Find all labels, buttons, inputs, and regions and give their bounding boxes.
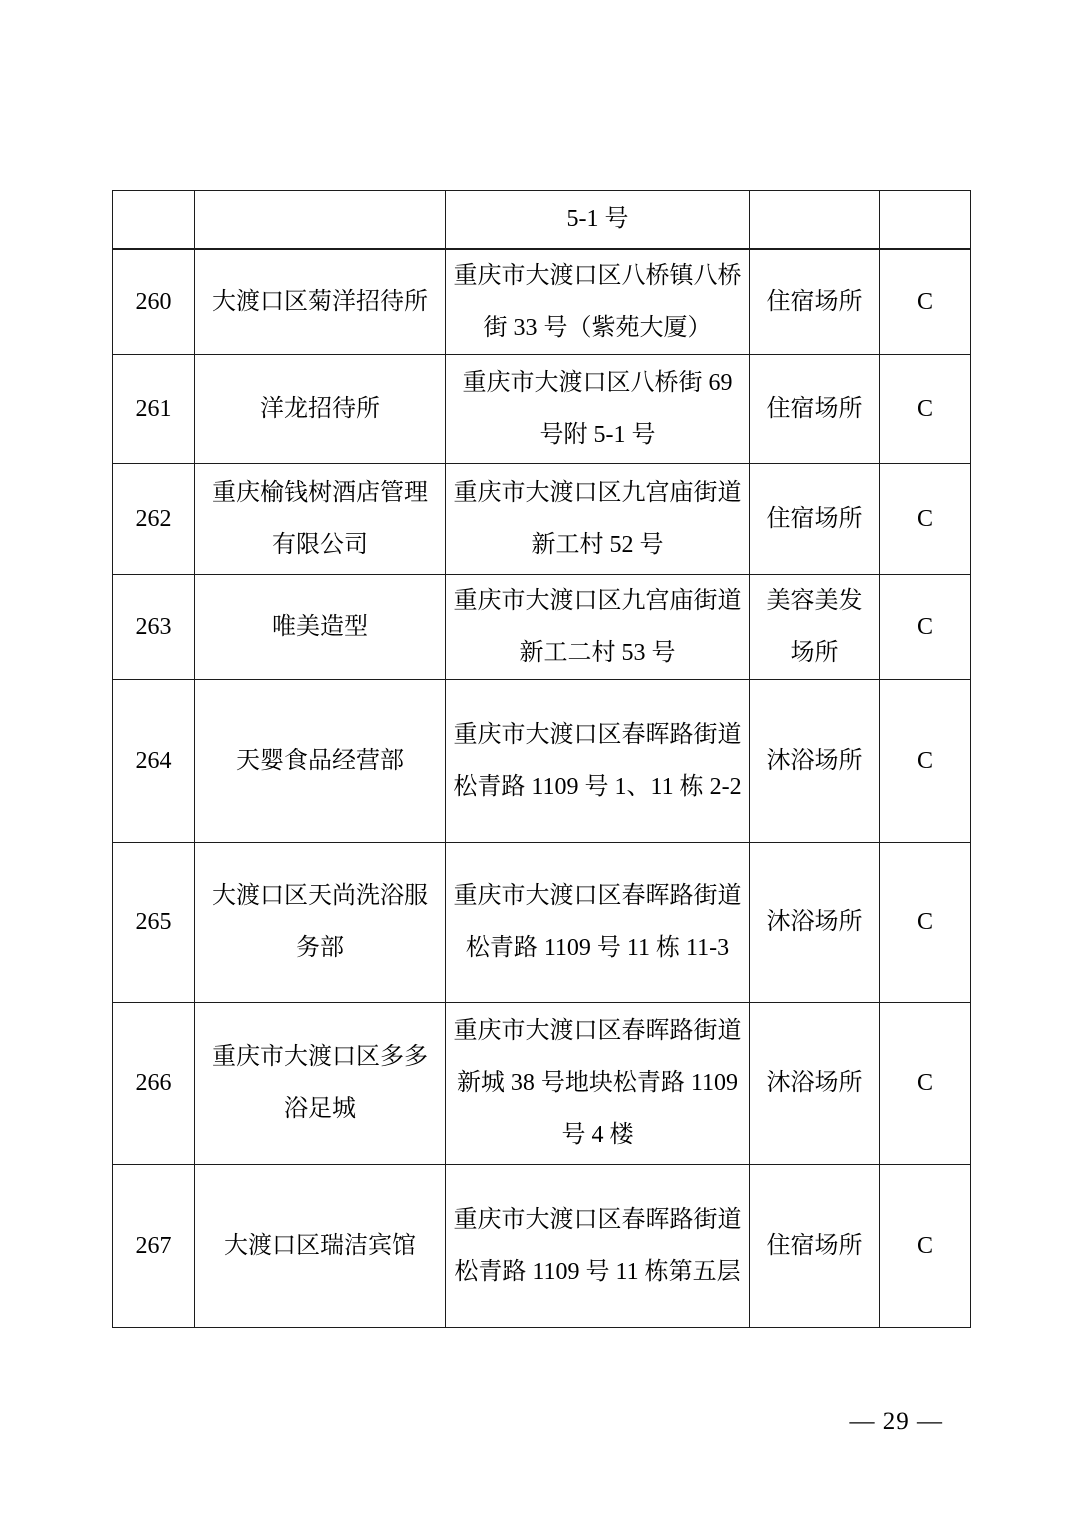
cell-place-type: 沐浴场所 bbox=[750, 842, 880, 1002]
page-number: — 29 — bbox=[849, 1408, 943, 1435]
cell-place-type: 住宿场所 bbox=[750, 249, 880, 355]
cell-grade: C bbox=[880, 574, 971, 679]
cell-address: 重庆市大渡口区八桥镇八桥街 33 号（紫苑大厦） bbox=[446, 249, 750, 355]
cell-grade: C bbox=[880, 463, 971, 574]
cell-number: 265 bbox=[113, 842, 195, 1002]
cell-grade: C bbox=[880, 354, 971, 463]
cell-address: 重庆市大渡口区春晖路街道松青路 1109 号 11 栋第五层 bbox=[446, 1164, 750, 1327]
table-row bbox=[113, 463, 971, 574]
cell-number: 263 bbox=[113, 574, 195, 679]
cell-number: 264 bbox=[113, 679, 195, 842]
cell-grade: C bbox=[880, 1002, 971, 1164]
cell-number bbox=[113, 191, 195, 249]
cell-name: 洋龙招待所 bbox=[195, 354, 446, 463]
cell-address: 重庆市大渡口区春晖路街道松青路 1109 号 11 栋 11-3 bbox=[446, 842, 750, 1002]
cell-name: 天婴食品经营部 bbox=[195, 679, 446, 842]
cell-grade: C bbox=[880, 679, 971, 842]
table-row bbox=[113, 679, 971, 842]
cell-name: 大渡口区天尚洗浴服务部 bbox=[195, 842, 446, 1002]
cell-address: 重庆市大渡口区春晖路街道松青路 1109 号 1、11 栋 2-2 bbox=[446, 679, 750, 842]
table-row bbox=[113, 1164, 971, 1327]
cell-address: 重庆市大渡口区春晖路街道新城 38 号地块松青路 1109 号 4 楼 bbox=[446, 1002, 750, 1164]
cell-name bbox=[195, 191, 446, 249]
cell-name: 大渡口区菊洋招待所 bbox=[195, 249, 446, 355]
table-row bbox=[113, 191, 971, 249]
cell-address: 重庆市大渡口区九宫庙街道新工村 52 号 bbox=[446, 463, 750, 574]
cell-place-type: 沐浴场所 bbox=[750, 1002, 880, 1164]
cell-grade: C bbox=[880, 842, 971, 1002]
cell-name: 重庆市大渡口区多多浴足城 bbox=[195, 1002, 446, 1164]
cell-place-type bbox=[750, 191, 880, 249]
cell-address: 5-1 号 bbox=[446, 191, 750, 249]
cell-number: 267 bbox=[113, 1164, 195, 1327]
cell-name: 唯美造型 bbox=[195, 574, 446, 679]
table-row bbox=[113, 574, 971, 679]
cell-number: 266 bbox=[113, 1002, 195, 1164]
table-row bbox=[113, 249, 971, 355]
cell-number: 260 bbox=[113, 249, 195, 355]
cell-number: 261 bbox=[113, 354, 195, 463]
cell-place-type: 住宿场所 bbox=[750, 1164, 880, 1327]
cell-name: 大渡口区瑞洁宾馆 bbox=[195, 1164, 446, 1327]
table-row bbox=[113, 842, 971, 1002]
cell-name: 重庆榆钱树酒店管理有限公司 bbox=[195, 463, 446, 574]
table-row bbox=[113, 354, 971, 463]
cell-place-type: 美容美发场所 bbox=[750, 574, 880, 679]
cell-grade bbox=[880, 191, 971, 249]
cell-place-type: 沐浴场所 bbox=[750, 679, 880, 842]
establishments-table bbox=[112, 190, 971, 1328]
cell-place-type: 住宿场所 bbox=[750, 354, 880, 463]
table-row bbox=[113, 1002, 971, 1164]
cell-address: 重庆市大渡口区九宫庙街道新工二村 53 号 bbox=[446, 574, 750, 679]
cell-place-type: 住宿场所 bbox=[750, 463, 880, 574]
cell-grade: C bbox=[880, 1164, 971, 1327]
cell-address: 重庆市大渡口区八桥街 69 号附 5-1 号 bbox=[446, 354, 750, 463]
cell-grade: C bbox=[880, 249, 971, 355]
cell-number: 262 bbox=[113, 463, 195, 574]
